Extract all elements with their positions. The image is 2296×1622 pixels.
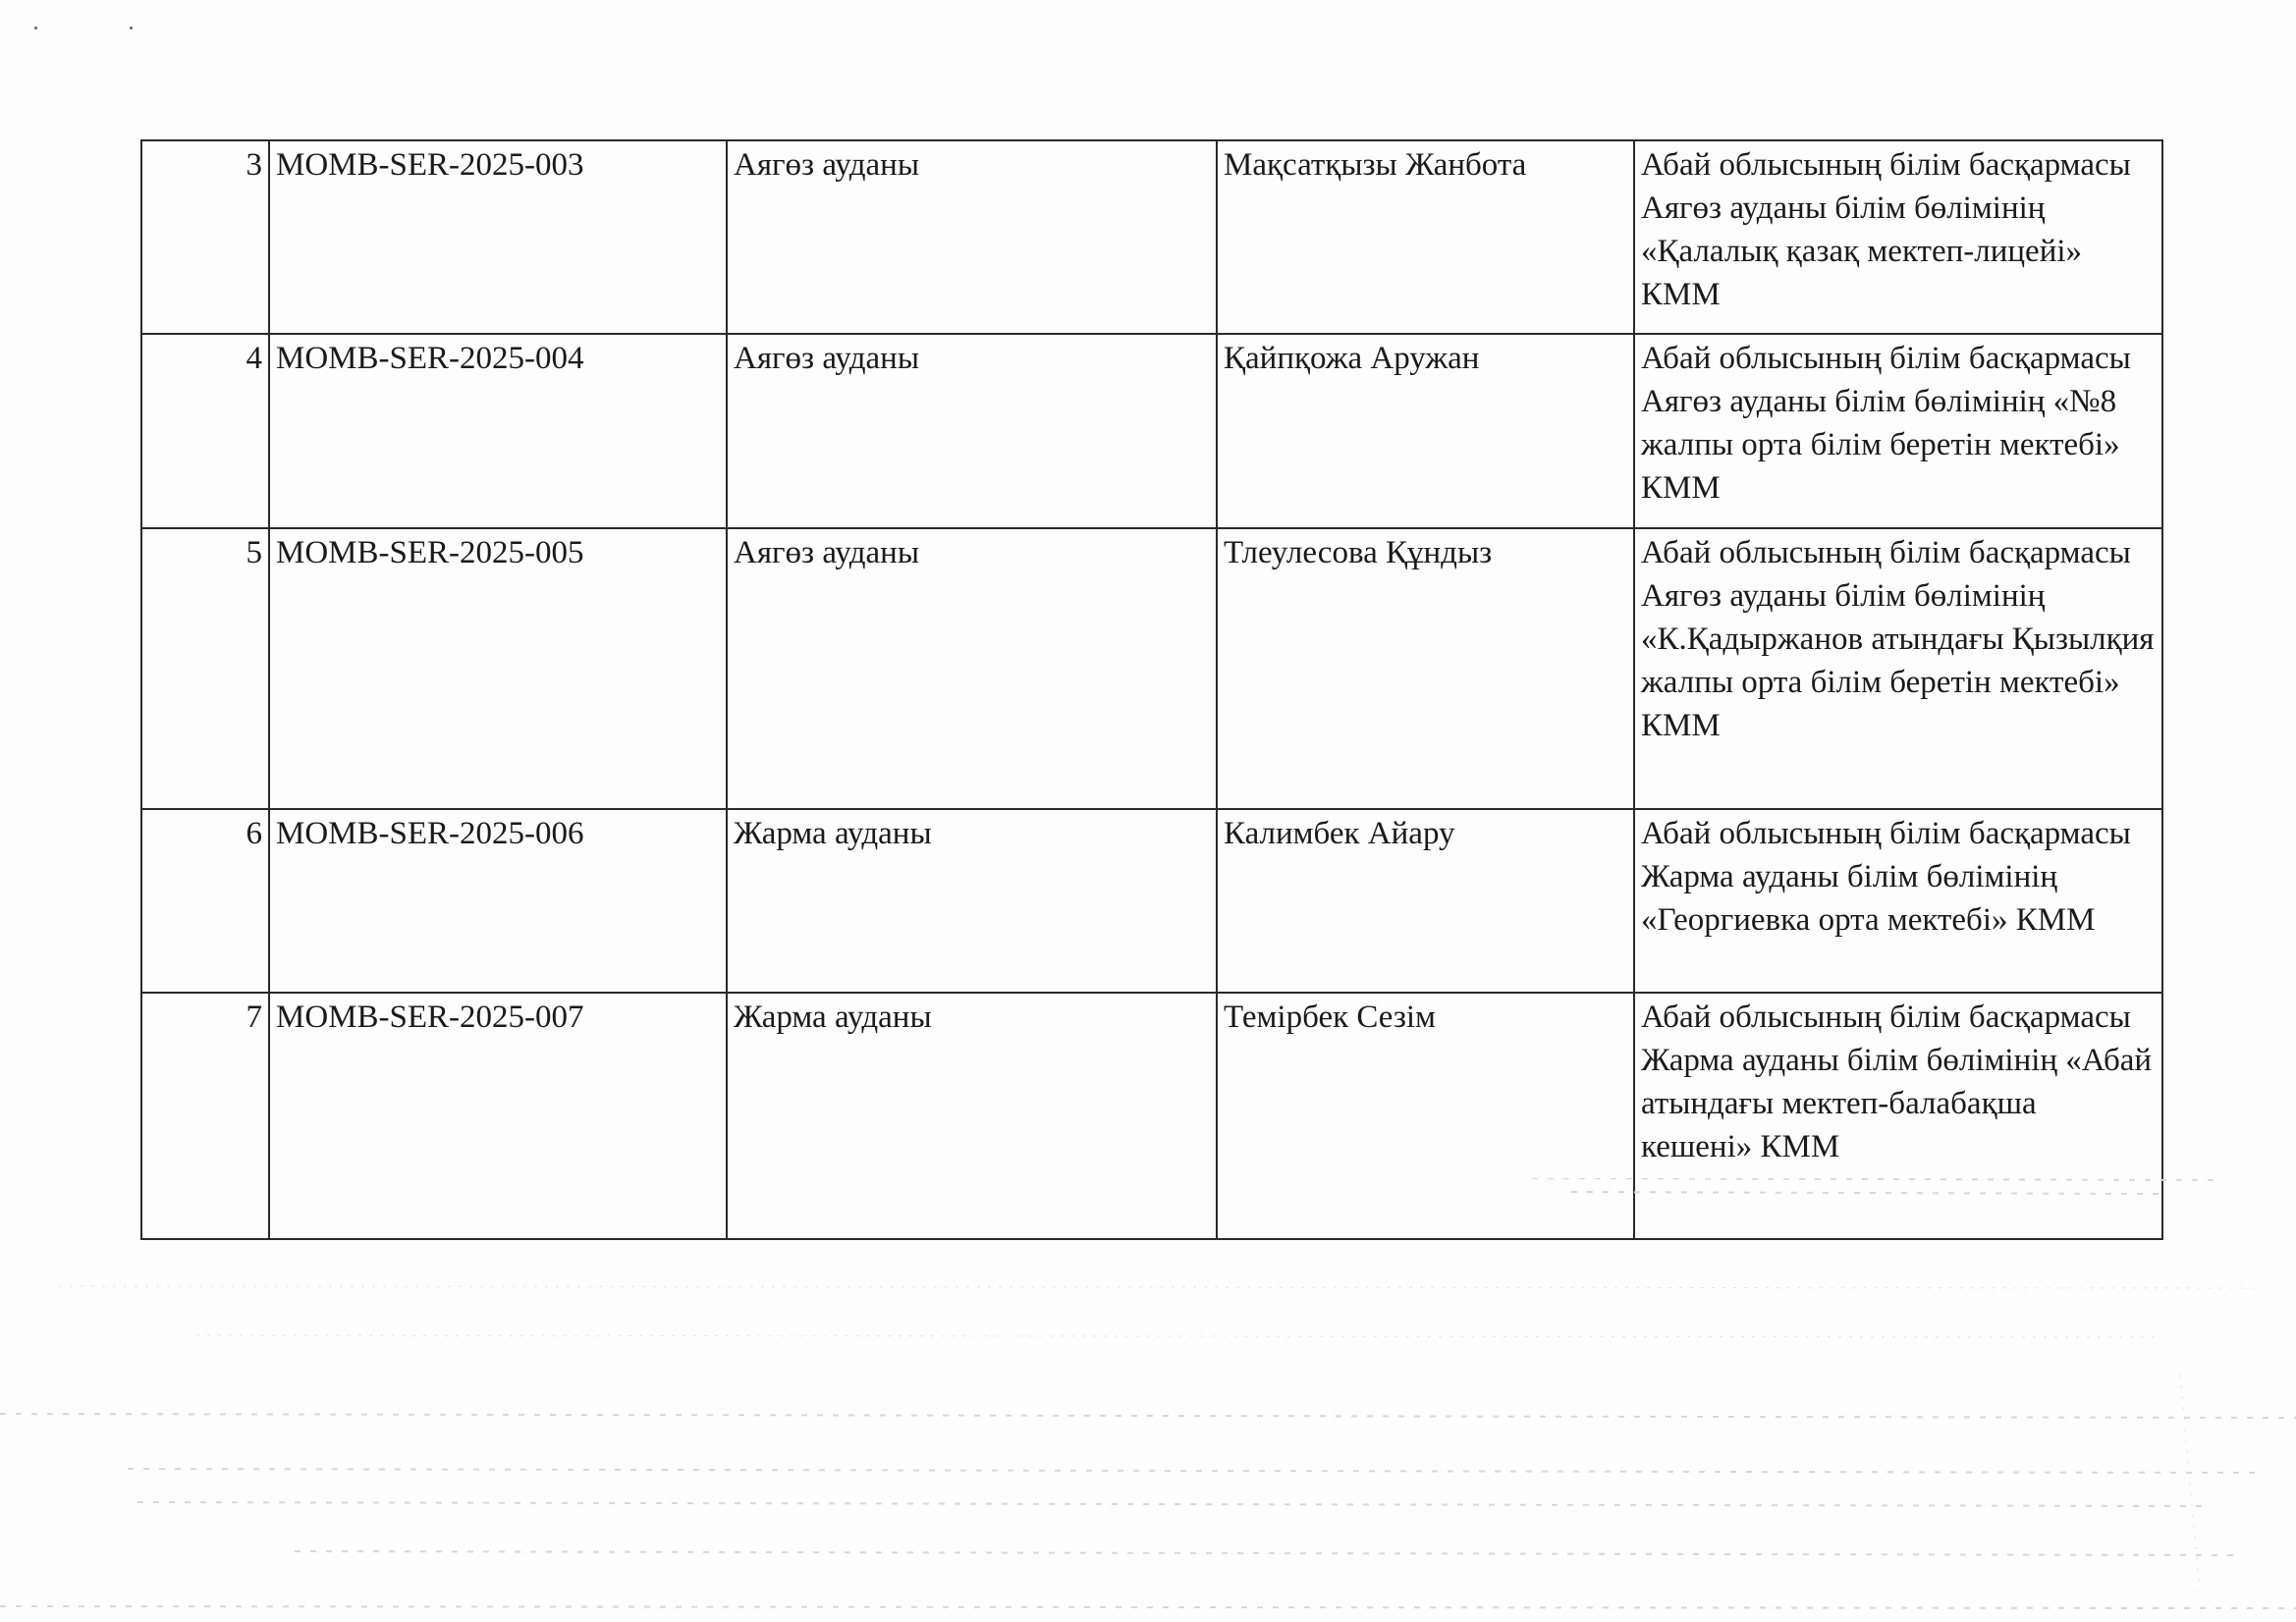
participant-name: Темірбек Сезім [1217,993,1634,1239]
district: Жарма ауданы [727,809,1217,993]
row-number: 6 [141,809,269,993]
scan-speck [130,27,133,29]
table-row [141,809,2162,993]
scan-speck [34,27,37,29]
scan-artifacts [0,1178,2296,1620]
table-row [141,334,2162,528]
participant-name: Тлеулесова Құндыз [1217,528,1634,809]
registration-code: MOMB-SER-2025-004 [269,334,727,528]
table-row [141,993,2162,1239]
participant-name: Калимбек Айару [1217,809,1634,993]
row-number: 5 [141,528,269,809]
registration-code: MOMB-SER-2025-007 [269,993,727,1239]
organization: Абай облысының білім басқармасы Аягөз ауданы білім бөлімінің «К.Қадыржанов атындағы Қызылқия жалпы орта білім беретін мектебі» КММ [1634,528,2162,809]
registration-code: MOMB-SER-2025-005 [269,528,727,809]
organization: Абай облысының білім басқармасы Жарма ауданы білім бөлімінің «Георгиевка орта мектебі» КММ [1634,809,2162,993]
participant-name: Қайпқожа Аружан [1217,334,1634,528]
table-row [141,140,2162,334]
row-number: 4 [141,334,269,528]
organization: Абай облысының білім басқармасы Аягөз ауданы білім бөлімінің «№8 жалпы орта білім беретін мектебі» КММ [1634,334,2162,528]
register-table [140,139,2163,1240]
row-number: 3 [141,140,269,334]
district: Жарма ауданы [727,993,1217,1239]
district: Аягөз ауданы [727,140,1217,334]
district: Аягөз ауданы [727,334,1217,528]
participant-name: Мақсатқызы Жанбота [1217,140,1634,334]
row-number: 7 [141,993,269,1239]
registration-code: MOMB-SER-2025-006 [269,809,727,993]
organization: Абай облысының білім басқармасы Жарма ауданы білім бөлімінің «Абай атындағы мектеп-балабақша кешені» КММ [1634,993,2162,1239]
table-row [141,528,2162,809]
registration-code: MOMB-SER-2025-003 [269,140,727,334]
organization: Абай облысының білім басқармасы Аягөз ауданы білім бөлімінің «Қалалық қазақ мектеп-лицейі» КММ [1634,140,2162,334]
district: Аягөз ауданы [727,528,1217,809]
